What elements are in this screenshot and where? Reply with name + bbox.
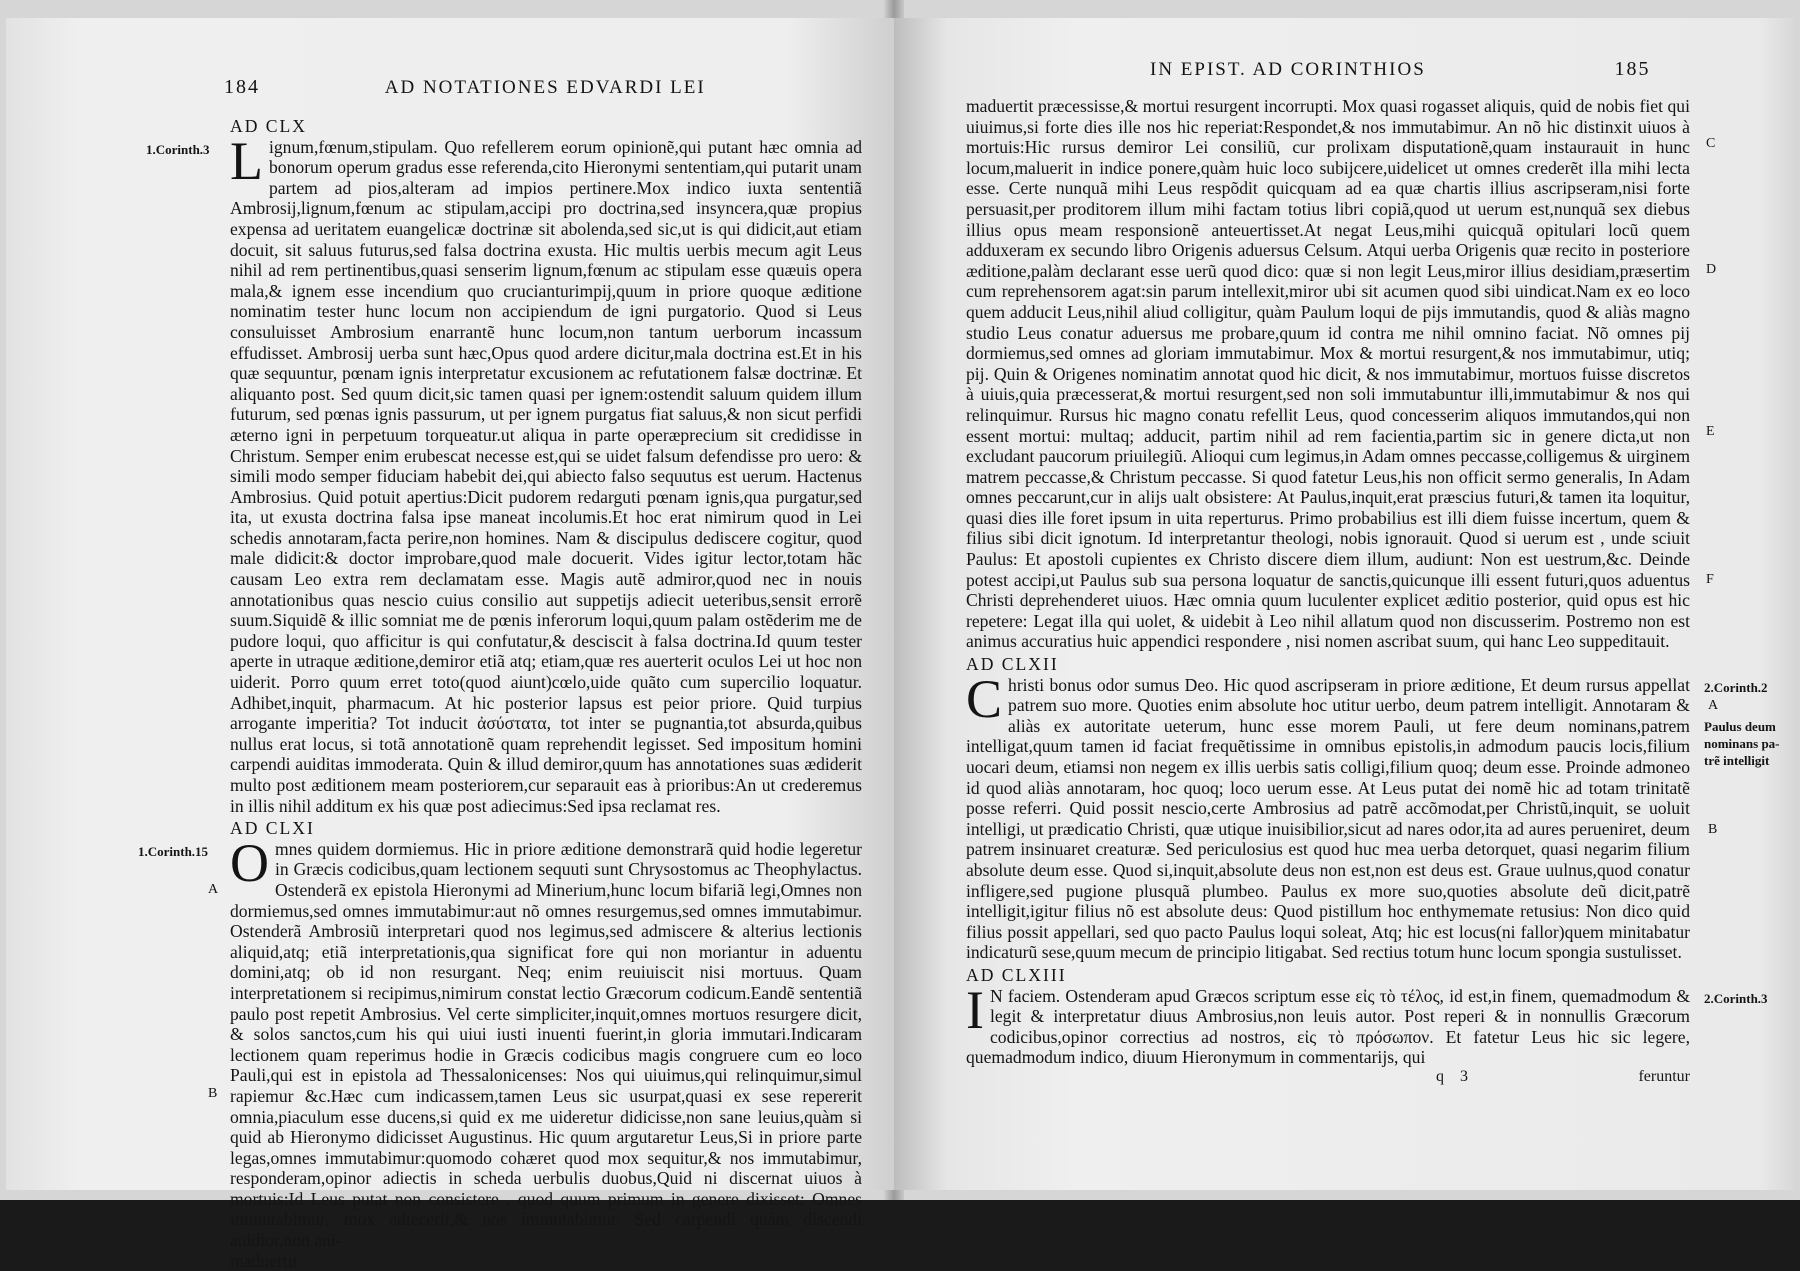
continuation-text: maduertit præcessisse,& mortui resurgent incorrupti. Mox quasi rogasset aliquis, quid de nobis fiet qui uiuimus,si forte dies ille nos hic reperiat:Respondet,& nos immutabimur. An nõ hic distinxit uiuos à mortuis:Hic rursus demiror Lei consiliũ, cur prolixam disputationẽ,quam instaurauit in hunc locum,maluerit in indice ponere,quàm huic loco subijcere,uidelicet ut omnes crederẽt illa mihi lecta esse. Certe nunquã mihi Leus respõdit quicquam ad ea quæ chartis illius ascripseram,nisi forte persuasit,per proditorem illum mihi factam totius libri copiã,quod ut uerum est,nunquã sex diebus illius opus meam responsionẽ anteuertisset.At negat Leus,mihi quicquã opitulari locũ quem adduxeram ex secundo libro Origenis aduersus Celsum. Atqui uerba Origenis quæ recito in posteriore æditione,palàm declarant esse uerũ quod dico: quæ si non legit Leus,miror illius desidiam,præsertim cum reprehensorem agat:sin parum intellexit,miror ubi sit acumen quod sibi uindicat.Nam ex eo loco quem adducit Leus,nihil aliud colligitur, quàm Paulum loqui de pijs immutandis, quod & aliàs magno studio Leus conatur aduersus me probare,quum id contra me nihil omnino faciat. Nõ omnes pij dormiemus,sed omnes ad gloriam immutabimur. Mox & mortui resurgent,& nos immutabimur, utiq; pij. Quin & Origenes nominatim annotat quod hic dicit, & nos immutabimur, mortuos fuisse discretos à uiuis,quia præcesserat,& mortui resurgent,sed non soli immutabuntur illi,immutabimur & nos qui relinquimur. Rursus hic magno conatu refellit Leus, quod concesserim aliquos immutandos,qui non essent mortui: multaq; adducit, partim nihil ad rem facientia,partim sic in genere dicta,ut non excludant paucorum priuilegiũ. Alioqui cum legimus,in Adam omnes peccasse,colligemus & uirginem matrem peccasse,& Christum peccasse. Si quod fatetur Leus,his non officit sermo generalis, In Adam omnes peccarunt,cur in alijs ualt obsistere: At Paulus,inquit,erat præscius futuri,& tamen ita loquitur, quasi dies ille foret ipsum in uita reperturus. Primo probabilius est illi diem fuisse incertum, quem & filius sibi dicit ignotum. Id interpretantur theologi, nobis ignorauit. Quod si uerum est , unde sciuit Paulus: Et apostoli cupientes ex Christo discere diem illum, audiunt: Non est uestrum,&c. Deinde potest accipi,ut Paulus sub sua persona loquatur de sanctis,quicunque illi essent futuri,quos aduentus Christi deprehenderet uiuos. Hæc omnia quum luculenter explicet æditio posterior, quid opus est hic repetere: Legat illa qui uolet, & uidebit à Leo nihil allatum quod non discusserim. Postremo non est animus accuratius huic appendici respondere , nisi nomen ascribat suum, qui hanc Leo suppeditauit. bbox=[966, 96, 1690, 652]
page-number: 184 bbox=[224, 76, 260, 98]
right-page bbox=[894, 18, 1794, 1190]
margin-letter: E bbox=[1706, 424, 1715, 439]
section-text: mnes quidem dormiemus. Hic in priore æditione demonstrarã quid hodie legeretur in Græcis codicibus,quam lectionem sequuti sunt Chrysostomus ac Theophylactus. Ostenderã ex epistola Hieronymi ad Minerium,hunc locum bifariã legi,Omnes non dormiemus,sed omnes immutabimur:aut nõ omnes resurgemus,sed omnes immutabimur. Ostenderã Ambrosiũ interpretari quod nos legimus,sed admiscere & alterius lectionis aliquid,atq; etiã interpretationis,qua significat fore qui non moriantur in aduentu domini,atq; ob id non resurgant. Neq; enim reuiuiscit nisi mortuus. Quam interpretationem si recipimus,nimirum constat lectio Græcorum codicum.Eandẽ sententiã paulo post repetit Ambrosius. Vel certe simpliciter,inquit,omnes mortuos resurgere dicit, & solos sanctos,cum his qui uiui iusti inuenti fuerint,in gloria immutari.Indicaram lectionem quam reperimus hodie in Græcis codicibus magis congruere cum eo loco Pauli,qui est in epistola ad Thessalonicenses: Nos qui uiuimus,qui relinquimur,simul rapiemur &c.Hæc cum indicassem,tamen Leus sic usurpat,quasi ex sese repererit omnia,piaculum esse ducens,si quid ex me uideretur didicisse,non sane leuius,quàm si quid ab Hieronymo didicisset Augustinus. Hic quum argutaretur Leus,Si in priore parte legas,omnes immutabimur:quomodo cohæret quod mox sequitur,& nos immutabimur, responderam,opinor adiectis in scheda uerbulis duobus,Quid ni discernat uiuos à mortuis:Id Leus putat non consistere , quod quum primum in genere dixisset: Omnes immutabimur, mox adiecerit,& nos immutabimur. Sed carpendi quàm discendi auidior,non ani- bbox=[230, 838, 862, 1251]
section-heading: AD CLX bbox=[230, 116, 307, 136]
left-running-head bbox=[224, 76, 706, 99]
drop-capital: I bbox=[966, 979, 984, 1040]
drop-capital: C bbox=[966, 668, 1003, 729]
annotation-clxiii bbox=[966, 964, 1768, 1090]
annotation-clxi bbox=[138, 818, 862, 1271]
margin-letter: B bbox=[208, 1086, 218, 1102]
annotation-clx bbox=[146, 116, 862, 816]
annotation-clxi-continued bbox=[966, 96, 1717, 652]
margin-letter: A bbox=[208, 882, 219, 898]
section-heading: AD CLXIII bbox=[966, 964, 1067, 985]
signature-mark: q 3 bbox=[1436, 1067, 1474, 1085]
section-text: ignum,fœnum,stipulam. Quo refellerem eorum opinionẽ,qui putant hæc omnia ad bonorum operum gradus esse referenda,cito Hieronymi sententiam,qui putarit unam partem ad pios,alteram ad impios pertinere.Mox indico iuxta sententiã Ambrosij,lignum,fœnum ac stipulam,accipi pro doctrina,sed insyncera,quæ propius expensa ad ueritatem euangelicæ doctrinæ sit abolenda,sed sic,ut is qui didicit,aut etiam docuit, sit saluus futurus,sed falsa doctrina exusta. Hic multis uerbis mecum agit Leus nihil ad rem pertinentibus,quasi senserim lignum,fœnum ac stipulam esse quæuis opera mala,& ignem esse incendium quo crucianturimpij,quum in priore quoque æditione nominatim tester hunc locum non accipiendum de igni purgatorio. Quod si Leus consuluisset Ambrosium enarrantẽ hunc locum,non tantum uerborum incassum effudisset. Ambrosij uerba sunt hæc,Opus quod ardere dicitur,mala doctrina est.Et in his quæ sequuntur, pœnam ignis interpretatur excusionem ac refutationem falsæ doctrinæ. Et aliquanto post. Sed quum dicit,sic tamen quasi per ignem:ostendit saluum quidem illum futurum, sed pœnas ignis passurum, ut per ignem purgatus fiat saluus,& non sicut perfidi æterno igni in perpetuum torqueatur.ut aliqua in parte operæprecium sit credidisse in Christum. Semper enim erubescat necesse est,qui se uidet falsum defendisse pro uero: & simili modo semper fiduciam habebit dei,qui abiecto falso sequutus est uerum. Hactenus Ambrosius. Quid potuit apertius:Dicit pudorem redarguti pœnam ignis,qua purgatur,sed ita, ut exusta doctrina falsa ipse maneat incolumis.Et hoc erat nimirum quod in Lei schedis annotaram,facta perire,non homines. Nam & discipulus dediscere cogitur, quod male didicit:& doctor improbare,quod male docuerit. Vides igitur lector,totam hãc causam Leo extra rem declamatam esse. Magis autẽ admiror,quod nec in nouis annotationibus quas nescio cuius consilio aut suppetijs adiecit ueteribus,sensit errorẽ suum.Siquidẽ & illic somniat me de pœnis inferorum loqui,quum palam ostẽderim me de pudore loqui, quo afficitur is qui confutatur,& desciscit à falsa doctrina.Id quum tester aperte in utraque æditione,demiror etiã atq; etiam,quæ res auerterit oculos Lei ut hoc non uiderit. Porro quum erret toto(quod aiunt)cœlo,uide quãto cum supercilio loquatur. Adhibet,inquit, pharmacum. At hic posterior lapsus est peior priore. Quid turpius arrogante imperitia? Tot inducit ἀσύστατα, tot inter se pugnantia,tot absurda,quibus nullus erat locus, si totã annotationẽ quam reprehendit legisset. Sed impositum homini carpendi auiditas immoderata. Quin & illud demiror,quum has annotationes suas ædiderit multo post æditionem meam posteriorem,cur separauit eas à prioribus:An ut crederemus in illis nihil additum ex his quæ post adiecimus:Sed ipsa reclamat res. bbox=[230, 136, 862, 816]
margin-reference: 2.Corinth.3 bbox=[1704, 990, 1768, 1006]
drop-capital: O bbox=[230, 832, 269, 893]
section-body bbox=[230, 832, 862, 1251]
running-title: AD NOTATIONES EDVARDI LEI bbox=[384, 77, 706, 98]
annotation-clxii bbox=[966, 654, 1780, 963]
page-number: 185 bbox=[1614, 58, 1651, 80]
left-text-column bbox=[138, 116, 862, 1271]
left-page bbox=[6, 18, 894, 1271]
running-title: IN EPIST. AD CORINTHIOS bbox=[1150, 59, 1426, 80]
section-heading: AD CLXI bbox=[230, 818, 315, 839]
margin-letter: B bbox=[1708, 822, 1718, 838]
margin-letter: A bbox=[1708, 698, 1719, 714]
section-body bbox=[230, 130, 862, 817]
section-heading: AD CLXII bbox=[966, 654, 1059, 675]
catchword: maduertit bbox=[230, 1250, 298, 1271]
margin-note bbox=[1704, 718, 1780, 769]
section-text: hristi bonus odor sumus Deo. Hic quod ascripseram in priore æditione, Et deum rursus appellat patrem suo more. Quoties enim absolute hoc utitur uerbo, deum patrem intelligit. Annotaram & aliàs ex autoritate ueterum, hunc esse morem Pauli, ut fere deum nominans,patrem intelligat,quum tamen id faciat frequẽtissime in omnibus epistolis,in admodum paucis locis,filium uocari deum, etiamsi non negem ex illis uerbis satis colligi,filium quoq; deum esse. Proinde admoneo id quod aliàs annotaram, hoc quoq; loco uerum esse. At Leus putat dei nomẽ hic ad totam trinitatẽ posse referri. Quid possit nescio,certe Ambrosius ad patrẽ accõmodat,per Christũ,inquit, se uoluit intelligi, ut prædicatio Christi, quæ utique inuisibilior,sicut ad nares odor,ita ad aures perueniret, deum patrem insinuaret creaturæ. Sed periculosius est quod huc mea uerba detorquet, quasi negarim filium absolute deum esse. Quod si,inquit,absolute deus non est,non est deus est. Graue uulnus,quod conatur infligere,sed pugione plusquã plumbeo. Paulus ex more suo,quoties absolute deũ dicit,patrẽ intelligit,igitur filius nõ est absolute deus: Quod pistillum hoc enthymemate retusius: Non dico quid filius possit appellari, sed quo pacto Paulus loqui soleat, Atq; hic est locus(ni fallor)quem minitabatur indicaturũ sese,quum mecum de principio litigabat. Sed rectius totum hunc locum spongia sustulisset. bbox=[966, 674, 1690, 963]
section-text: N faciem. Ostenderam apud Græcos scriptum esse εἰς τὸ τέλος, id est,in finem, quemadmodum & legit & interpretatur diuus Ambrosius,non leuis autor. Post reperi & in nonnullis Græcorum codicibus,opinor correctius ad nostros, εἰς τὸ πρόσωπον. Et fatetur Leus hic sic legere, quemadmodum indico, diuum Hieronymum in commentarijs, qui bbox=[966, 985, 1690, 1068]
margin-reference: 1.Corinth.15 bbox=[138, 844, 209, 860]
section-body bbox=[966, 668, 1690, 963]
section-body bbox=[966, 979, 1690, 1068]
margin-letter: D bbox=[1706, 262, 1717, 277]
right-running-head bbox=[1150, 58, 1651, 81]
right-text-column bbox=[966, 96, 1780, 1090]
margin-letter: F bbox=[1706, 572, 1714, 587]
margin-note-line: nominans pa- bbox=[1704, 736, 1780, 752]
margin-note-line: Paulus deum bbox=[1704, 719, 1776, 735]
margin-reference: 2.Corinth.2 bbox=[1704, 680, 1768, 696]
margin-reference: 1.Corinth.3 bbox=[146, 142, 210, 157]
drop-capital: L bbox=[230, 130, 263, 191]
margin-letter: C bbox=[1706, 136, 1716, 151]
catchword: feruntur bbox=[1638, 1067, 1690, 1085]
page-footer bbox=[966, 1068, 1690, 1090]
margin-note-line: trẽ intelligit bbox=[1704, 753, 1770, 769]
